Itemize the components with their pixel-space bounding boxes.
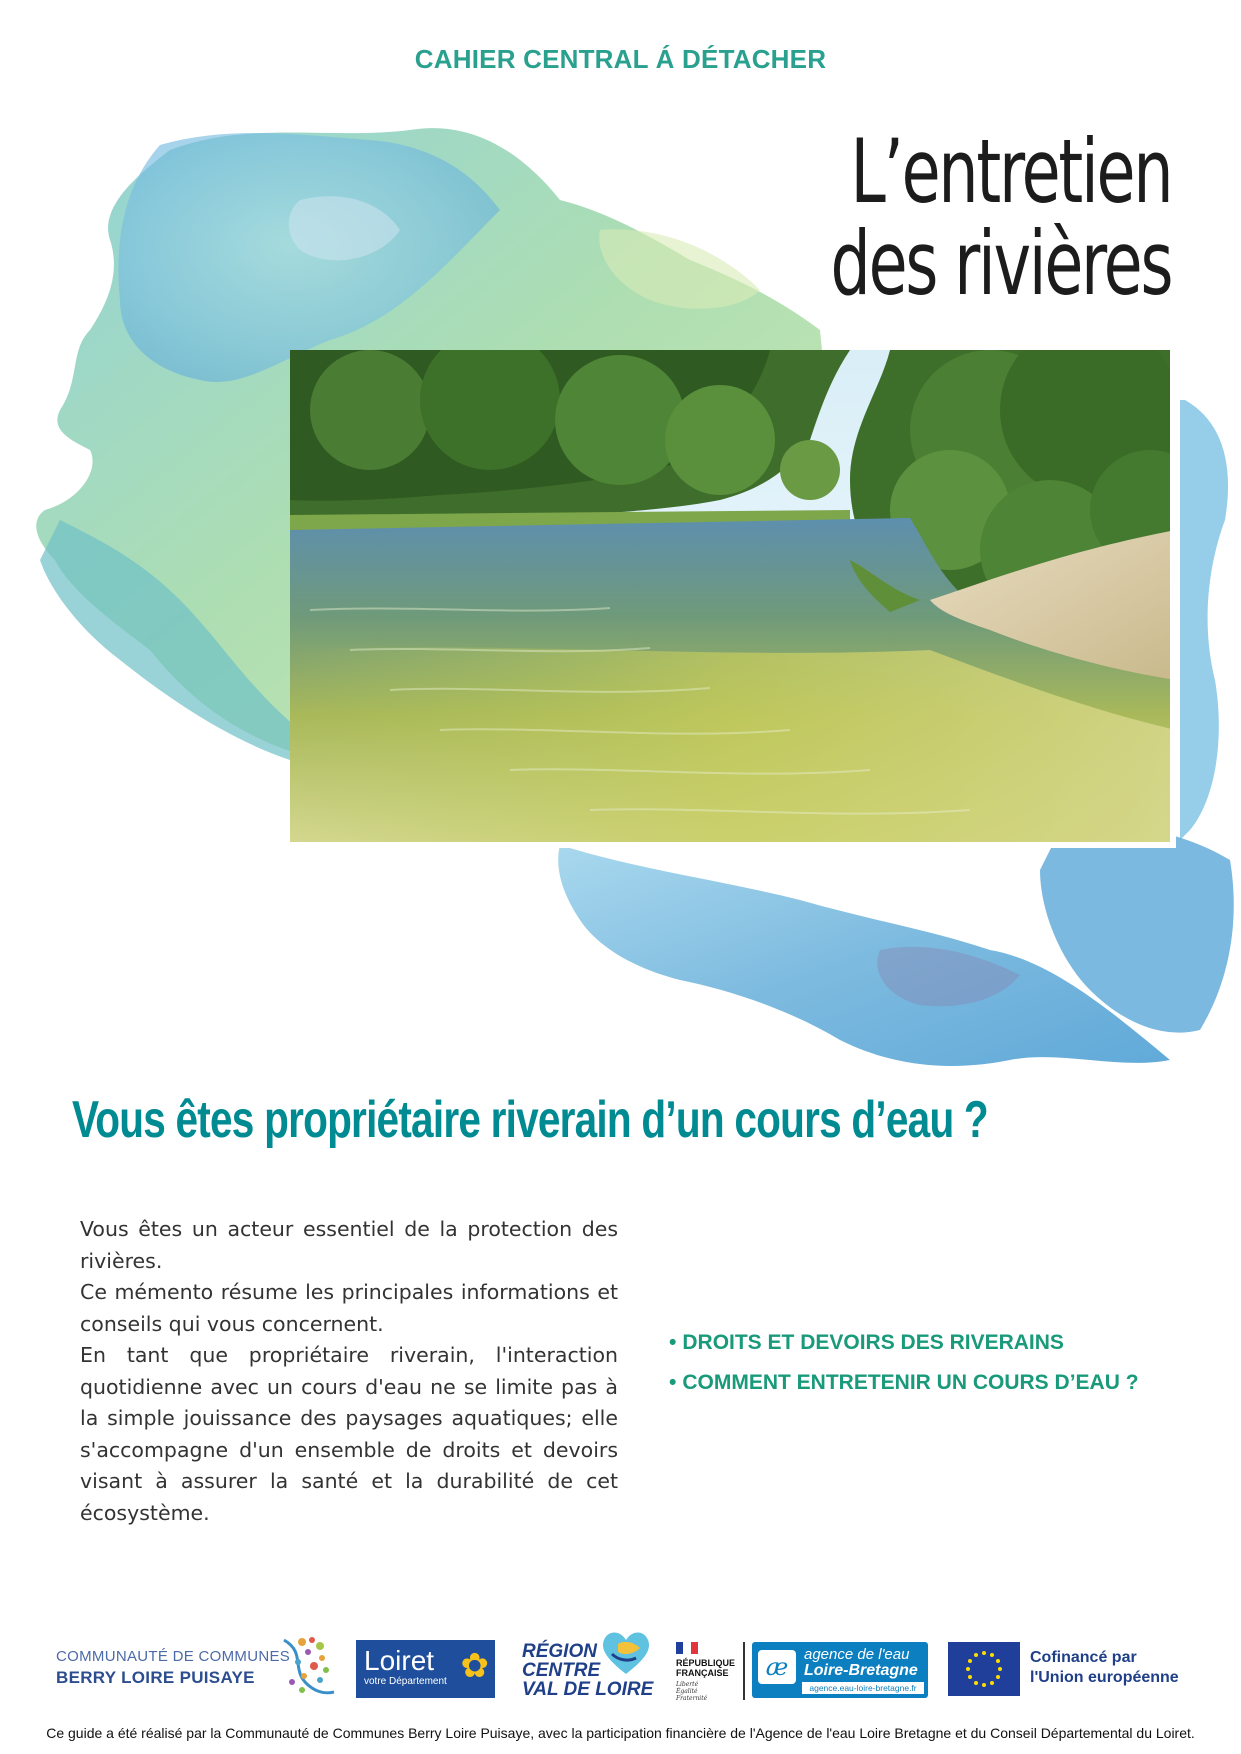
page-title — [830, 120, 1171, 315]
question-heading: Vous êtes propriétaire riverain d’un cours d’eau ? — [72, 1091, 988, 1149]
topic-label: DROITS ET DEVOIRS DES RIVERAINS — [682, 1331, 1064, 1354]
motto-line-2: Égalité — [676, 1688, 698, 1695]
ccblp-dots-icon — [278, 1632, 338, 1702]
bullet-icon: • — [669, 1331, 677, 1354]
bullet-icon: • — [669, 1371, 677, 1394]
agence-line-1: agence de l'eau — [804, 1646, 910, 1663]
republique-line-2: FRANÇAISE — [676, 1668, 729, 1678]
ccblp-logo — [56, 1648, 290, 1688]
loiret-tagline: votre Département — [364, 1676, 447, 1687]
heart-icon — [598, 1626, 654, 1678]
republique-logo — [676, 1642, 745, 1700]
wheat-icon: ✿ — [460, 1647, 489, 1685]
topic-item — [669, 1363, 1139, 1403]
agence-mark-icon: æ — [758, 1650, 796, 1684]
intro-paragraph-1: Vous êtes un acteur essentiel de la protection des rivières. — [80, 1217, 618, 1273]
topic-label: COMMENT ENTRETENIR UN COURS D’EAU ? — [682, 1371, 1139, 1394]
eu-line-2: l'Union européenne — [1030, 1669, 1179, 1686]
loiret-logo — [356, 1640, 495, 1698]
section-kicker: CAHIER CENTRAL Á DÉTACHER — [414, 44, 827, 74]
motto-line-1: Liberté — [676, 1681, 699, 1688]
eu-cofinance-label — [1030, 1648, 1179, 1688]
loiret-name: Loiret — [364, 1645, 435, 1676]
eu-line-1: Cofinancé par — [1030, 1649, 1137, 1666]
intro-paragraph-3: En tant que propriétaire riverain, l'interaction quotidienne avec un cours d'eau ne se limite pas à la simple jouissance des paysages aquatiques; elle s'accompagne d'un ensemble de droits et devoirs visant à assurer la santé et la durabilité de cet écosystème. — [80, 1343, 618, 1525]
topics-list — [669, 1323, 1139, 1403]
region-line-3: VAL DE LOIRE — [522, 1679, 654, 1700]
river-photo-illustration — [290, 350, 1176, 848]
motto-line-3: Fraternité — [676, 1695, 708, 1702]
agence-url: agence.eau-loire-bretagne.fr — [802, 1682, 924, 1694]
partner-logos — [0, 1620, 1241, 1720]
agence-line-2: Loire-Bretagne — [804, 1662, 918, 1679]
title-line-2: des rivières — [830, 212, 1171, 315]
credits-footer: Ce guide a été réalisé par la Communauté de Communes Berry Loire Puisaye, avec la participation financière de l'Agence de l'eau Loire Bretagne et du Conseil Départemental du Loiret. — [46, 1725, 1195, 1741]
republique-line-1: RÉPUBLIQUE — [676, 1658, 736, 1668]
eu-flag-icon — [948, 1642, 1020, 1696]
ccblp-line-2: BERRY LOIRE PUISAYE — [56, 1668, 255, 1687]
title-line-1: L’entretien — [850, 120, 1171, 223]
topic-item — [669, 1323, 1139, 1363]
ccblp-line-1: COMMUNAUTÉ DE COMMUNES — [56, 1648, 291, 1665]
intro-text — [80, 1214, 618, 1529]
region-line-2: CENTRE — [522, 1660, 601, 1681]
agence-eau-logo — [752, 1642, 928, 1698]
river-photo — [290, 350, 1176, 848]
intro-paragraph-2: Ce mémento résume les principales informations et conseils qui vous concernent. — [80, 1280, 618, 1336]
region-line-1: RÉGION — [522, 1641, 597, 1662]
french-flag-icon — [676, 1642, 698, 1654]
